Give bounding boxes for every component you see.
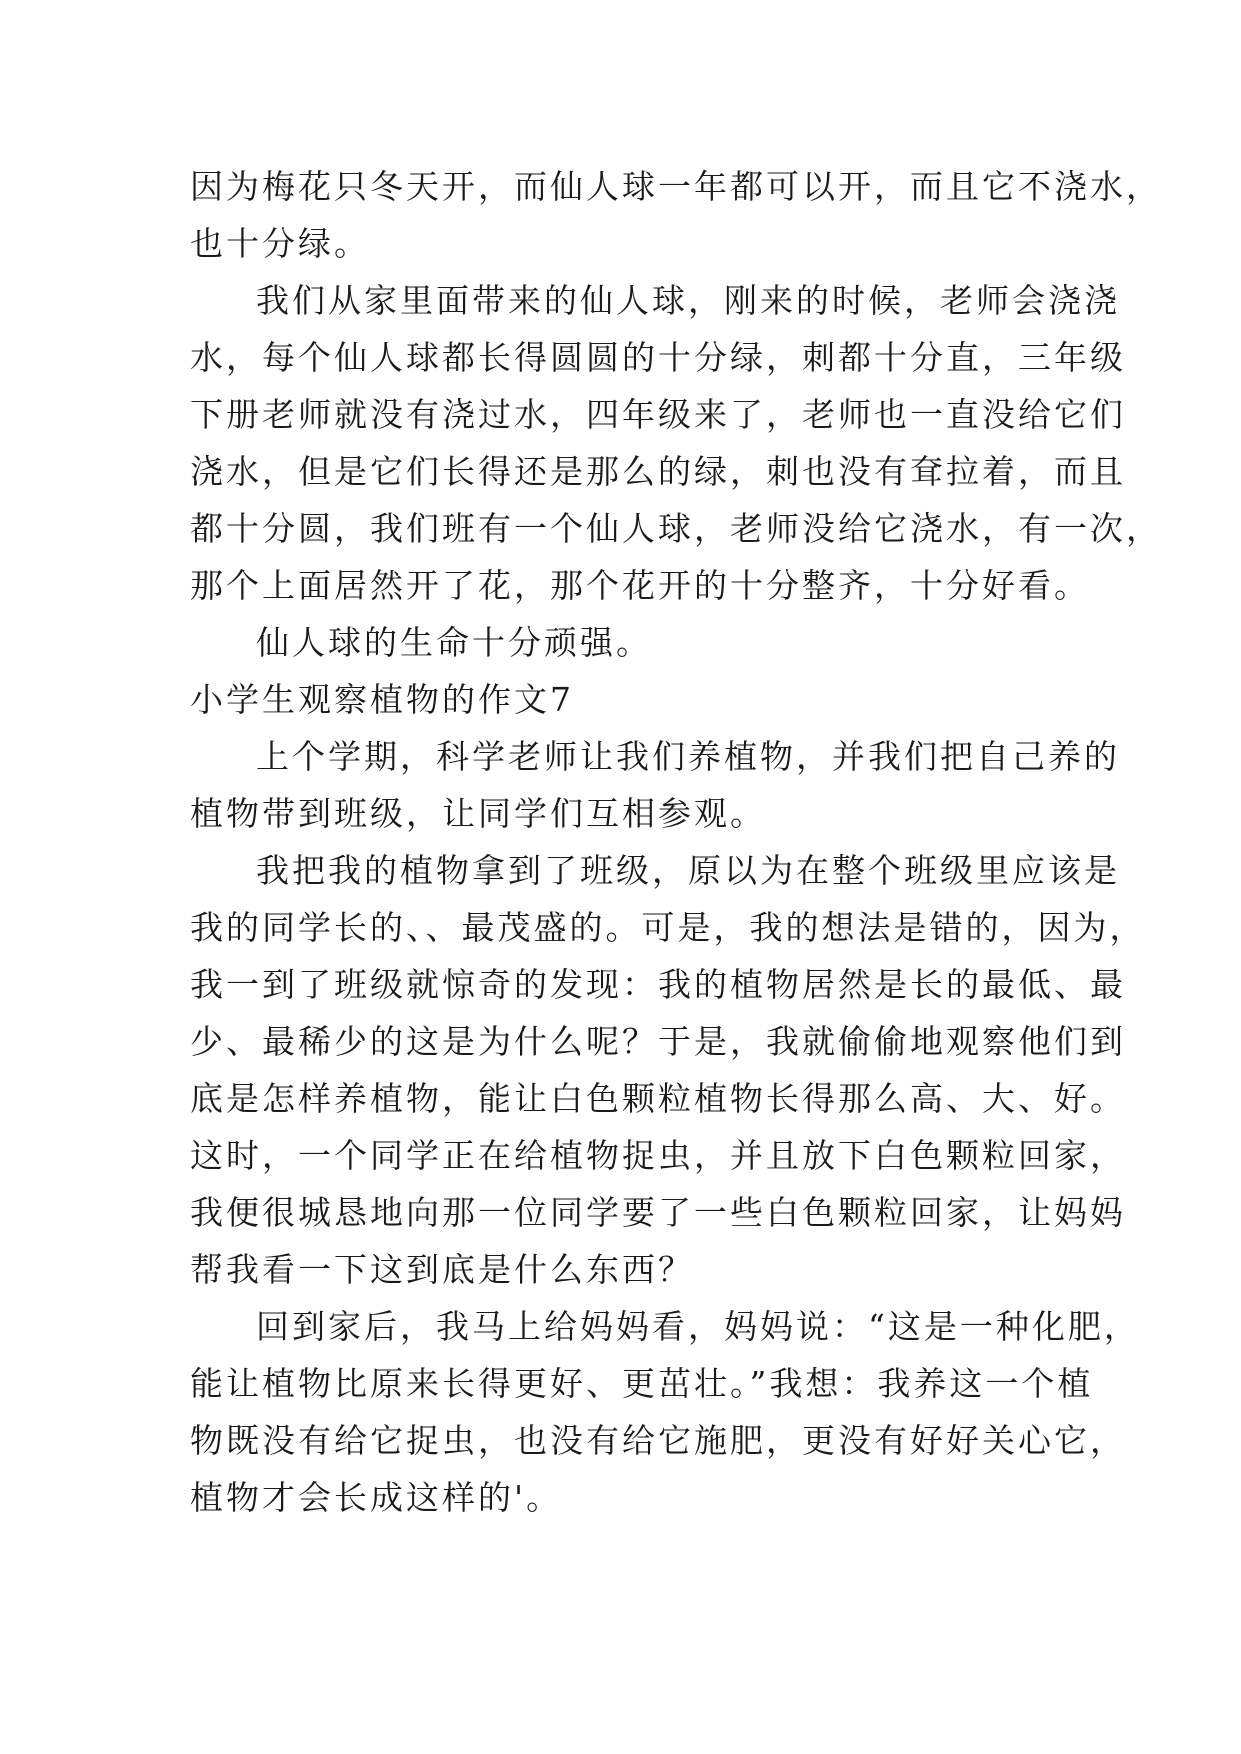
section-heading: 小学生观察植物的作文7 <box>190 680 574 719</box>
text-line: 下册老师就没有浇过水，四年级来了，老师也一直没给它们 <box>190 395 1126 434</box>
text-line: 因为梅花只冬天开，而仙人球一年都可以开，而且它不浇水， <box>190 167 1162 206</box>
text-line: 那个上面居然开了花，那个花开的十分整齐，十分好看。 <box>190 566 1090 605</box>
text-line: 回到家后，我马上给妈妈看，妈妈说：“这是一种化肥， <box>256 1307 1140 1346</box>
text-line: 也十分绿。 <box>190 224 370 263</box>
text-line: 底是怎样养植物，能让白色颗粒植物长得那么高、大、好。 <box>190 1079 1126 1118</box>
text-line: 我一到了班级就惊奇的发现：我的植物居然是长的最低、最 <box>190 965 1126 1004</box>
text-line: 植物带到班级，让同学们互相参观。 <box>190 794 766 833</box>
text-line: 浇水，但是它们长得还是那么的绿，刺也没有耷拉着，而且 <box>190 452 1126 491</box>
text-line: 能让植物比原来长得更好、更茁壮。”我想：我养这一个植 <box>190 1364 1094 1403</box>
text-line: 我便很城恳地向那一位同学要了一些白色颗粒回家，让妈妈 <box>190 1193 1126 1232</box>
text-line: 上个学期，科学老师让我们养植物，并我们把自己养的 <box>256 737 1120 776</box>
text-line: 都十分圆，我们班有一个仙人球，老师没给它浇水，有一次， <box>190 509 1162 548</box>
document-body <box>190 158 1162 1526</box>
text-line: 植物才会长成这样的'。 <box>190 1478 563 1517</box>
text-line: 少、最稀少的这是为什么呢？于是，我就偷偷地观察他们到 <box>190 1022 1126 1061</box>
text-line: 我的同学长的、、最茂盛的。可是，我的想法是错的，因为， <box>190 908 1146 947</box>
text-line: 这时，一个同学正在给植物捉虫，并且放下白色颗粒回家， <box>190 1136 1126 1175</box>
text-line: 我把我的植物拿到了班级，原以为在整个班级里应该是 <box>256 851 1120 890</box>
text-line: 我们从家里面带来的仙人球，刚来的时候，老师会浇浇 <box>256 281 1120 320</box>
text-line: 仙人球的生命十分顽强。 <box>256 623 652 662</box>
text-line: 物既没有给它捉虫，也没有给它施肥，更没有好好关心它， <box>190 1421 1126 1460</box>
text-line: 帮我看一下这到底是什么东西？ <box>190 1250 694 1289</box>
text-line: 水，每个仙人球都长得圆圆的十分绿，刺都十分直，三年级 <box>190 338 1126 377</box>
